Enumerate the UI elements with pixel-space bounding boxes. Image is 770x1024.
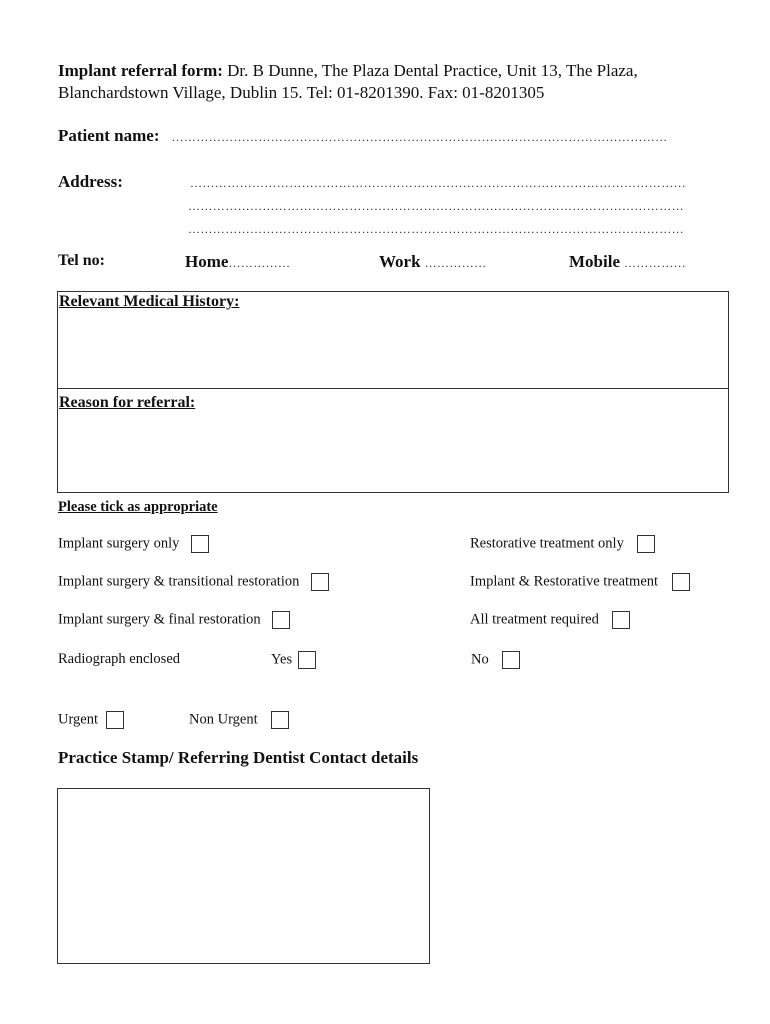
stamp-heading: Practice Stamp/ Referring Dentist Contact details (58, 748, 419, 767)
urgent-checkbox[interactable] (106, 711, 124, 729)
tel-label: Tel no: (58, 252, 105, 269)
radiograph-yes-checkbox[interactable] (298, 651, 316, 669)
address-field-line3[interactable]: ………………………………………………………………………………………………………… (188, 222, 684, 236)
tel-mobile-field[interactable]: …………… (624, 256, 686, 270)
option-implant-restorative (470, 573, 690, 591)
option-radiograph-no (471, 651, 520, 669)
option-label: Implant surgery & final restoration (58, 611, 261, 628)
option-label: Non Urgent (189, 711, 258, 728)
tel-home-label: Home (185, 252, 229, 271)
reason-label: Reason for referral: (59, 394, 196, 411)
tel-work-label: Work (379, 252, 421, 271)
option-label: No (471, 651, 489, 668)
implant-surgery-only-checkbox[interactable] (191, 535, 209, 553)
surgery-transitional-checkbox[interactable] (311, 573, 329, 591)
form-title: Implant referral form: (58, 61, 223, 80)
box-divider (58, 388, 728, 389)
option-label: Restorative treatment only (470, 535, 624, 552)
option-radiograph-yes (271, 651, 316, 669)
tel-work-group (379, 252, 487, 272)
option-all-treatment (470, 611, 630, 629)
tel-mobile-group (569, 252, 686, 272)
practice-stamp-box[interactable] (57, 788, 430, 964)
tel-home-group (185, 252, 290, 272)
address-field-line1[interactable]: ………………………………………………………………………………………………………… (190, 176, 686, 190)
patient-name-row (58, 126, 728, 146)
reason-field[interactable] (62, 416, 722, 486)
tel-home-field[interactable]: …………… (228, 256, 291, 270)
form-header (58, 60, 738, 104)
option-non-urgent (189, 711, 289, 729)
option-label: Implant & Restorative treatment (470, 573, 659, 590)
restorative-only-checkbox[interactable] (637, 535, 655, 553)
option-label: All treatment required (470, 611, 599, 628)
practice-details-line2: Blanchardstown Village, Dublin 15. Tel: 01-8201390. Fax: 01-8201305 (58, 83, 545, 102)
option-restorative-only (470, 535, 655, 553)
option-surgery-final (58, 611, 290, 629)
option-label: Implant surgery & transitional restoration (58, 573, 300, 590)
option-label: Urgent (58, 711, 99, 728)
address-label: Address: (58, 172, 123, 191)
practice-details-line1: Dr. B Dunne, The Plaza Dental Practice, Unit 13, The Plaza, (227, 61, 638, 80)
surgery-final-checkbox[interactable] (272, 611, 290, 629)
implant-restorative-checkbox[interactable] (672, 573, 690, 591)
tel-mobile-label: Mobile (569, 252, 620, 271)
option-label: Implant surgery only (58, 535, 180, 552)
medical-history-label: Relevant Medical History: (59, 293, 240, 310)
patient-name-field[interactable]: ………………………………………………………………………………………………………… (171, 130, 668, 144)
radiograph-label: Radiograph enclosed (58, 651, 181, 667)
patient-name-label: Patient name: (58, 126, 160, 145)
all-treatment-checkbox[interactable] (612, 611, 630, 629)
medical-history-field[interactable] (62, 316, 722, 384)
tick-heading: Please tick as appropriate (58, 499, 218, 515)
option-surgery-transitional (58, 573, 329, 591)
option-implant-surgery-only (58, 535, 209, 553)
option-label: Yes (271, 651, 293, 668)
tel-work-field[interactable]: …………… (424, 256, 487, 270)
address-field-line2[interactable]: ………………………………………………………………………………………………………… (188, 199, 684, 213)
option-urgent (58, 711, 124, 729)
non-urgent-checkbox[interactable] (271, 711, 289, 729)
radiograph-no-checkbox[interactable] (502, 651, 520, 669)
